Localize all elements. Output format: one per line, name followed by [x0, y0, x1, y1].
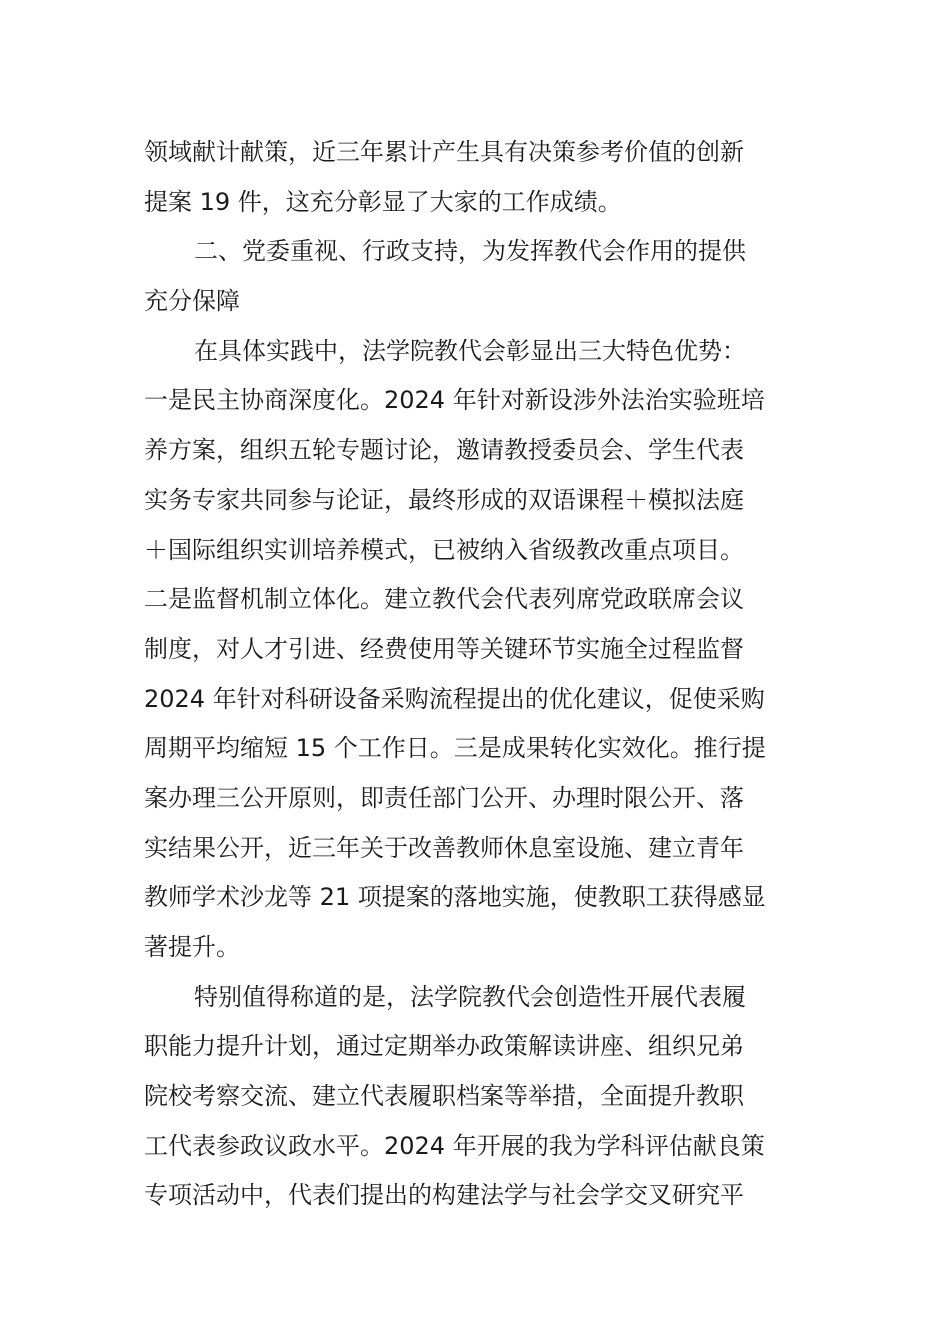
text-line: 实结果公开，近三年关于改善教师休息室设施、建立青年	[144, 833, 744, 862]
text-line: 工代表参政议政水平。2024 年开展的我为学科评估献良策	[144, 1131, 765, 1160]
text-line: 案办理三公开原则，即责任部门公开、办理时限公开、落	[144, 783, 744, 812]
paragraph-start-line: 在具体实践中，法学院教代会彰显出三大特色优势：	[194, 336, 746, 365]
document-body	[144, 128, 808, 1221]
text-line: 制度，对人才引进、经费使用等关键环节实施全过程监督	[144, 634, 744, 663]
text-line: 教师学术沙龙等 21 项提案的落地实施，使教职工获得感显	[144, 883, 766, 912]
text-line: 一是民主协商深度化。2024 年针对新设涉外法治实验班培	[144, 386, 765, 415]
text-line: 职能力提升计划，通过定期举办政策解读讲座、组织兄弟	[144, 1032, 744, 1061]
text-line: 专项活动中，代表们提出的构建法学与社会学交叉研究平	[144, 1181, 744, 1210]
text-line: 养方案，组织五轮专题讨论，邀请教授委员会、学生代表	[144, 436, 744, 465]
text-line: 2024 年针对科研设备采购流程提出的优化建议，促使采购	[144, 684, 765, 713]
section-heading-line: 二、党委重视、行政支持，为发挥教代会作用的提供	[194, 237, 746, 266]
paragraph-start-line: 特别值得称道的是，法学院教代会创造性开展代表履	[194, 982, 746, 1011]
text-line: 著提升。	[144, 933, 240, 961]
text-line: 领域献计献策，近三年累计产生具有决策参考价值的创新	[144, 138, 744, 166]
text-line: ＋国际组织实训培养模式，已被纳入省级教改重点项目。	[144, 535, 744, 564]
text-line: 院校考察交流、建立代表履职档案等举措，全面提升教职	[144, 1082, 744, 1111]
text-line: 实务专家共同参与论证，最终形成的双语课程＋模拟法庭	[144, 485, 744, 514]
text-line: 周期平均缩短 15 个工作日。三是成果转化实效化。推行提	[144, 734, 766, 763]
text-line: 提案 19 件，这充分彰显了大家的工作成绩。	[144, 187, 622, 216]
section-heading-line: 充分保障	[144, 287, 240, 316]
text-line: 二是监督机制立体化。建立教代会代表列席党政联席会议	[144, 585, 744, 614]
